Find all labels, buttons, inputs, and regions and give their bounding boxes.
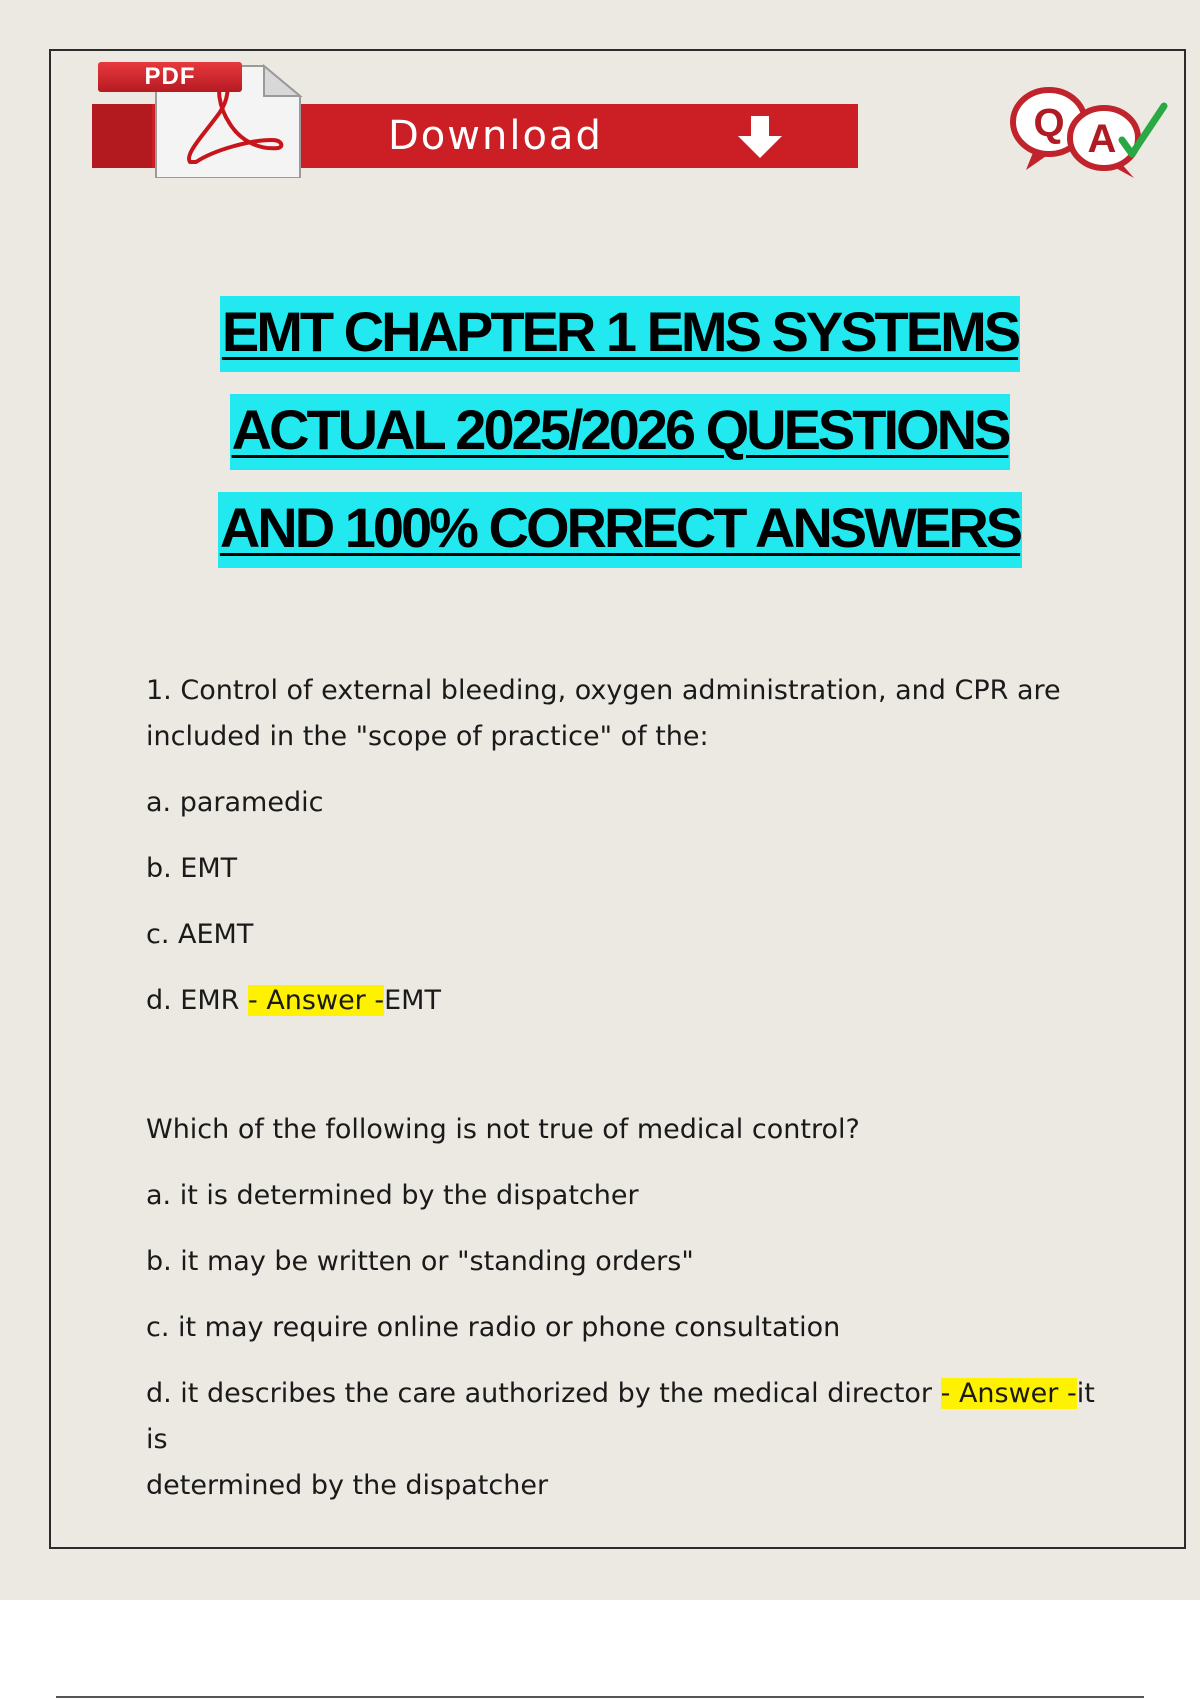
question-2-option-c: c. it may require online radio or phone consultation: [146, 1312, 841, 1343]
question-2-answer-line-2: determined by the dispatcher: [146, 1470, 549, 1501]
question-1-answer: EMT: [384, 985, 441, 1016]
download-arrow-icon[interactable]: [732, 112, 788, 162]
title-line-1: EMT CHAPTER 1 EMS SYSTEMS: [220, 296, 1020, 372]
speech-bubble-icon: [1013, 90, 1138, 178]
logo-letter-q: Q: [1033, 101, 1065, 145]
document-title: [150, 296, 1090, 590]
question-1-option-d: [146, 978, 1106, 1024]
question-1-prompt-line-1: 1. Control of external bleeding, oxygen administration, and CPR are: [146, 675, 1061, 706]
download-label[interactable]: Download: [388, 113, 603, 159]
question-2-option-a: a. it is determined by the dispatcher: [146, 1180, 639, 1211]
question-1-option-d-text: d. EMR: [146, 985, 249, 1016]
question-2-option-d: [146, 1371, 1106, 1463]
footer-divider: [56, 1696, 1144, 1698]
logo-letter-a: A: [1087, 117, 1117, 161]
question-1-option-b: b. EMT: [146, 853, 238, 884]
title-line-3: AND 100% CORRECT ANSWERS: [218, 492, 1022, 568]
question-1-option-c: c. AEMT: [146, 919, 254, 950]
qa-logo-icon: [1004, 80, 1174, 180]
question-1-option-a: a. paramedic: [146, 787, 324, 818]
banner-left-block: [92, 104, 152, 168]
download-banner[interactable]: [92, 60, 862, 180]
answer-tag: - Answer -: [248, 985, 385, 1016]
question-2: [146, 1107, 1106, 1509]
question-2-prompt: Which of the following is not true of medical control?: [146, 1114, 860, 1145]
question-2-answer-line-1: it is: [146, 1378, 1095, 1455]
question-2-option-b: b. it may be written or "standing orders": [146, 1246, 694, 1277]
question-2-option-d-text: d. it describes the care authorized by the medical director: [146, 1378, 941, 1409]
answer-tag: - Answer -: [940, 1378, 1077, 1409]
question-1: [146, 668, 1106, 1024]
pdf-tag: PDF: [98, 62, 242, 92]
title-line-2: ACTUAL 2025/2026 QUESTIONS: [230, 394, 1011, 470]
question-1-prompt-line-2: included in the "scope of practice" of the:: [146, 721, 709, 752]
